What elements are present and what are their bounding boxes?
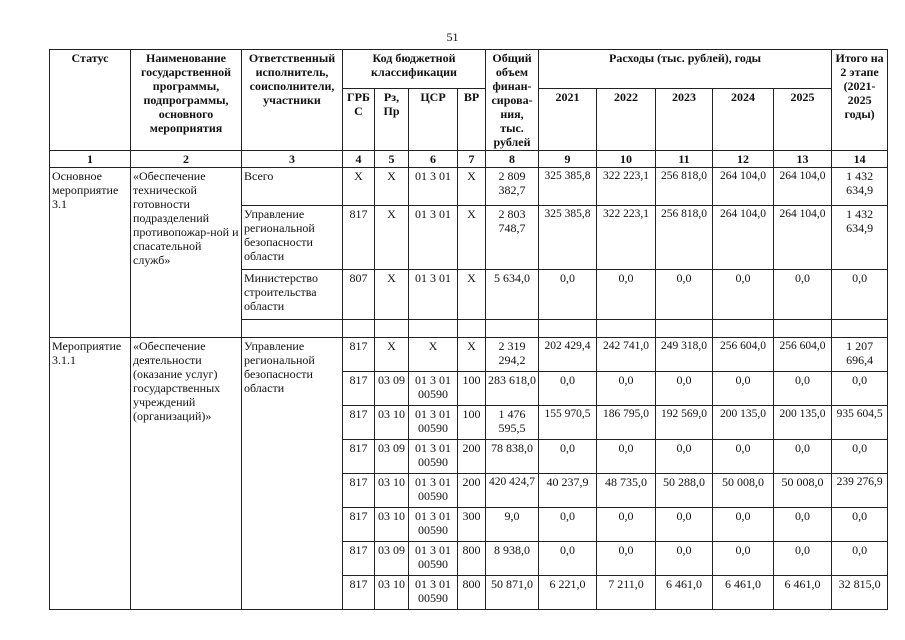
value-2021-cell: 40 237,9: [539, 474, 597, 508]
column-number: 13: [774, 151, 832, 168]
empty-cell: [656, 320, 713, 338]
header-expenses: Расходы (тыс. рублей), годы: [539, 50, 832, 89]
vr-cell: 800: [458, 576, 486, 610]
value-2024-cell: 6 461,0: [713, 576, 774, 610]
column-number: 5: [375, 151, 409, 168]
executor-cell: Управление региональной безопасности области: [242, 206, 343, 270]
column-number: 6: [409, 151, 458, 168]
value-2023-cell: 0,0: [656, 270, 713, 320]
header-year-2022: 2022: [597, 88, 656, 150]
column-number-row: [50, 151, 888, 168]
value-2025-cell: 50 008,0: [774, 474, 832, 508]
header-name: Наименование государственной программы, подпрограммы, основного мероприятия: [131, 50, 242, 151]
value-2024-cell: 264 104,0: [713, 168, 774, 206]
total-cell: 9,0: [486, 508, 539, 542]
header-rzpr: Рз, Пр: [375, 88, 409, 150]
executor-cell: Всего: [242, 168, 343, 206]
value-2021-cell: 0,0: [539, 508, 597, 542]
value-2024-cell: 264 104,0: [713, 206, 774, 270]
grbs-cell: 817: [343, 372, 375, 406]
value-2025-cell: 0,0: [774, 508, 832, 542]
column-number: 1: [50, 151, 131, 168]
empty-cell: [597, 320, 656, 338]
rzpr-cell: 03 10: [375, 474, 409, 508]
stage-total-cell: 1 207 696,4: [832, 338, 888, 372]
value-2023-cell: 6 461,0: [656, 576, 713, 610]
value-2022-cell: 7 211,0: [597, 576, 656, 610]
csr-cell: X: [409, 338, 458, 372]
vr-cell: 200: [458, 474, 486, 508]
value-2022-cell: 0,0: [597, 270, 656, 320]
vr-cell: X: [458, 168, 486, 206]
value-2021-cell: 325 385,8: [539, 206, 597, 270]
value-2024-cell: 0,0: [713, 372, 774, 406]
rzpr-cell: 03 09: [375, 542, 409, 576]
table-row: [50, 168, 888, 206]
header-csr: ЦСР: [409, 88, 458, 150]
value-2025-cell: 256 604,0: [774, 338, 832, 372]
grbs-cell: 817: [343, 206, 375, 270]
grbs-cell: 817: [343, 406, 375, 440]
value-2025-cell: 200 135,0: [774, 406, 832, 440]
executor-cell: Министерство строительства области: [242, 270, 343, 320]
grbs-cell: 817: [343, 542, 375, 576]
value-2021-cell: 6 221,0: [539, 576, 597, 610]
empty-cell: [409, 320, 458, 338]
empty-cell: [375, 320, 409, 338]
rzpr-cell: 03 10: [375, 406, 409, 440]
value-2021-cell: 202 429,4: [539, 338, 597, 372]
rzpr-cell: X: [375, 270, 409, 320]
value-2021-cell: 0,0: [539, 542, 597, 576]
value-2024-cell: 0,0: [713, 508, 774, 542]
column-number: 8: [486, 151, 539, 168]
header-status: Статус: [50, 50, 131, 151]
empty-cell: [713, 320, 774, 338]
header-year-2025: 2025: [774, 88, 832, 150]
header-year-2023: 2023: [656, 88, 713, 150]
value-2023-cell: 0,0: [656, 542, 713, 576]
stage-total-cell: 32 815,0: [832, 576, 888, 610]
csr-cell: 01 3 01: [409, 206, 458, 270]
value-2024-cell: 0,0: [713, 440, 774, 474]
value-2025-cell: 264 104,0: [774, 168, 832, 206]
value-2021-cell: 155 970,5: [539, 406, 597, 440]
csr-cell: 01 3 01 00590: [409, 508, 458, 542]
column-number: 3: [242, 151, 343, 168]
total-cell: 50 871,0: [486, 576, 539, 610]
vr-cell: 800: [458, 542, 486, 576]
rzpr-cell: X: [375, 338, 409, 372]
stage-total-cell: 0,0: [832, 440, 888, 474]
empty-cell: [539, 320, 597, 338]
value-2024-cell: 0,0: [713, 542, 774, 576]
grbs-cell: 817: [343, 474, 375, 508]
value-2024-cell: 200 135,0: [713, 406, 774, 440]
header-year-2021: 2021: [539, 88, 597, 150]
table-body: [50, 151, 888, 610]
empty-cell: [774, 320, 832, 338]
value-2021-cell: 0,0: [539, 372, 597, 406]
column-number: 14: [832, 151, 888, 168]
vr-cell: X: [458, 338, 486, 372]
column-number: 11: [656, 151, 713, 168]
status-cell: Мероприятие 3.1.1: [50, 338, 131, 610]
value-2022-cell: 0,0: [597, 508, 656, 542]
total-cell: 78 838,0: [486, 440, 539, 474]
budget-table: [49, 49, 888, 610]
rzpr-cell: X: [375, 168, 409, 206]
value-2022-cell: 322 223,1: [597, 206, 656, 270]
empty-cell: [343, 320, 375, 338]
name-cell: «Обеспечение технической готовности подразделений противопожар-ной и спасательной служб»: [131, 168, 242, 338]
value-2022-cell: 322 223,1: [597, 168, 656, 206]
value-2022-cell: 242 741,0: [597, 338, 656, 372]
value-2023-cell: 50 288,0: [656, 474, 713, 508]
vr-cell: 200: [458, 440, 486, 474]
stage-total-cell: 935 604,5: [832, 406, 888, 440]
csr-cell: 01 3 01 00590: [409, 440, 458, 474]
total-cell: 2 803 748,7: [486, 206, 539, 270]
value-2022-cell: 186 795,0: [597, 406, 656, 440]
csr-cell: 01 3 01 00590: [409, 576, 458, 610]
rzpr-cell: 03 09: [375, 440, 409, 474]
grbs-cell: 817: [343, 508, 375, 542]
status-cell: Основное мероприятие 3.1: [50, 168, 131, 338]
value-2023-cell: 0,0: [656, 372, 713, 406]
value-2021-cell: 325 385,8: [539, 168, 597, 206]
value-2023-cell: 0,0: [656, 508, 713, 542]
rzpr-cell: 03 10: [375, 508, 409, 542]
value-2024-cell: 50 008,0: [713, 474, 774, 508]
vr-cell: X: [458, 270, 486, 320]
csr-cell: 01 3 01 00590: [409, 474, 458, 508]
stage-total-cell: 0,0: [832, 508, 888, 542]
value-2022-cell: 0,0: [597, 542, 656, 576]
column-number: 4: [343, 151, 375, 168]
vr-cell: 100: [458, 406, 486, 440]
empty-cell: [486, 320, 539, 338]
value-2025-cell: 0,0: [774, 270, 832, 320]
total-cell: 8 938,0: [486, 542, 539, 576]
value-2024-cell: 0,0: [713, 270, 774, 320]
header-total-volume: Общий объем финан-сирова-ния, тыс. рублей: [486, 50, 539, 151]
column-number: 2: [131, 151, 242, 168]
total-cell: 5 634,0: [486, 270, 539, 320]
value-2023-cell: 192 569,0: [656, 406, 713, 440]
rzpr-cell: 03 09: [375, 372, 409, 406]
value-2025-cell: 264 104,0: [774, 206, 832, 270]
grbs-cell: 817: [343, 338, 375, 372]
empty-cell: [832, 320, 888, 338]
total-cell: 2 809 382,7: [486, 168, 539, 206]
table-row: [50, 338, 888, 372]
grbs-cell: 807: [343, 270, 375, 320]
stage-total-cell: 0,0: [832, 270, 888, 320]
column-number: 7: [458, 151, 486, 168]
value-2025-cell: 0,0: [774, 372, 832, 406]
value-2024-cell: 256 604,0: [713, 338, 774, 372]
header-grbs: ГРБ С: [343, 88, 375, 150]
total-cell: 420 424,7: [486, 474, 539, 508]
name-cell: «Обеспечение деятельности (оказание услуг) государственных учреждений (организаций)»: [131, 338, 242, 610]
grbs-cell: X: [343, 168, 375, 206]
executor-cell: Управление региональной безопасности области: [242, 338, 343, 610]
header-year-2024: 2024: [713, 88, 774, 150]
value-2025-cell: 0,0: [774, 440, 832, 474]
value-2023-cell: 256 818,0: [656, 206, 713, 270]
grbs-cell: 817: [343, 440, 375, 474]
value-2023-cell: 0,0: [656, 440, 713, 474]
value-2025-cell: 0,0: [774, 542, 832, 576]
value-2025-cell: 6 461,0: [774, 576, 832, 610]
header-budget-code: Код бюджетной классификации: [343, 50, 486, 89]
stage-total-cell: 0,0: [832, 542, 888, 576]
stage-total-cell: 239 276,9: [832, 474, 888, 508]
value-2023-cell: 256 818,0: [656, 168, 713, 206]
value-2022-cell: 0,0: [597, 372, 656, 406]
total-cell: 1 476 595,5: [486, 406, 539, 440]
page-number: 51: [446, 30, 459, 44]
vr-cell: 100: [458, 372, 486, 406]
rzpr-cell: 03 10: [375, 576, 409, 610]
csr-cell: 01 3 01: [409, 270, 458, 320]
csr-cell: 01 3 01 00590: [409, 406, 458, 440]
vr-cell: 300: [458, 508, 486, 542]
empty-cell: [458, 320, 486, 338]
header-executor: Ответственный исполнитель, соисполнители, участники: [242, 50, 343, 151]
value-2022-cell: 0,0: [597, 440, 656, 474]
value-2023-cell: 249 318,0: [656, 338, 713, 372]
stage-total-cell: 1 432 634,9: [832, 168, 888, 206]
table-header: [50, 50, 888, 151]
value-2022-cell: 48 735,0: [597, 474, 656, 508]
value-2021-cell: 0,0: [539, 270, 597, 320]
csr-cell: 01 3 01 00590: [409, 372, 458, 406]
csr-cell: 01 3 01 00590: [409, 542, 458, 576]
grbs-cell: 817: [343, 576, 375, 610]
stage-total-cell: 1 432 634,9: [832, 206, 888, 270]
total-cell: 2 319 294,2: [486, 338, 539, 372]
rzpr-cell: X: [375, 206, 409, 270]
column-number: 9: [539, 151, 597, 168]
empty-cell: [242, 320, 343, 338]
stage-total-cell: 0,0: [832, 372, 888, 406]
value-2021-cell: 0,0: [539, 440, 597, 474]
column-number: 10: [597, 151, 656, 168]
header-stage-total: Итого на 2 этапе (2021-2025 годы): [832, 50, 888, 151]
vr-cell: X: [458, 206, 486, 270]
total-cell: 283 618,0: [486, 372, 539, 406]
column-number: 12: [713, 151, 774, 168]
header-vr: ВР: [458, 88, 486, 150]
csr-cell: 01 3 01: [409, 168, 458, 206]
